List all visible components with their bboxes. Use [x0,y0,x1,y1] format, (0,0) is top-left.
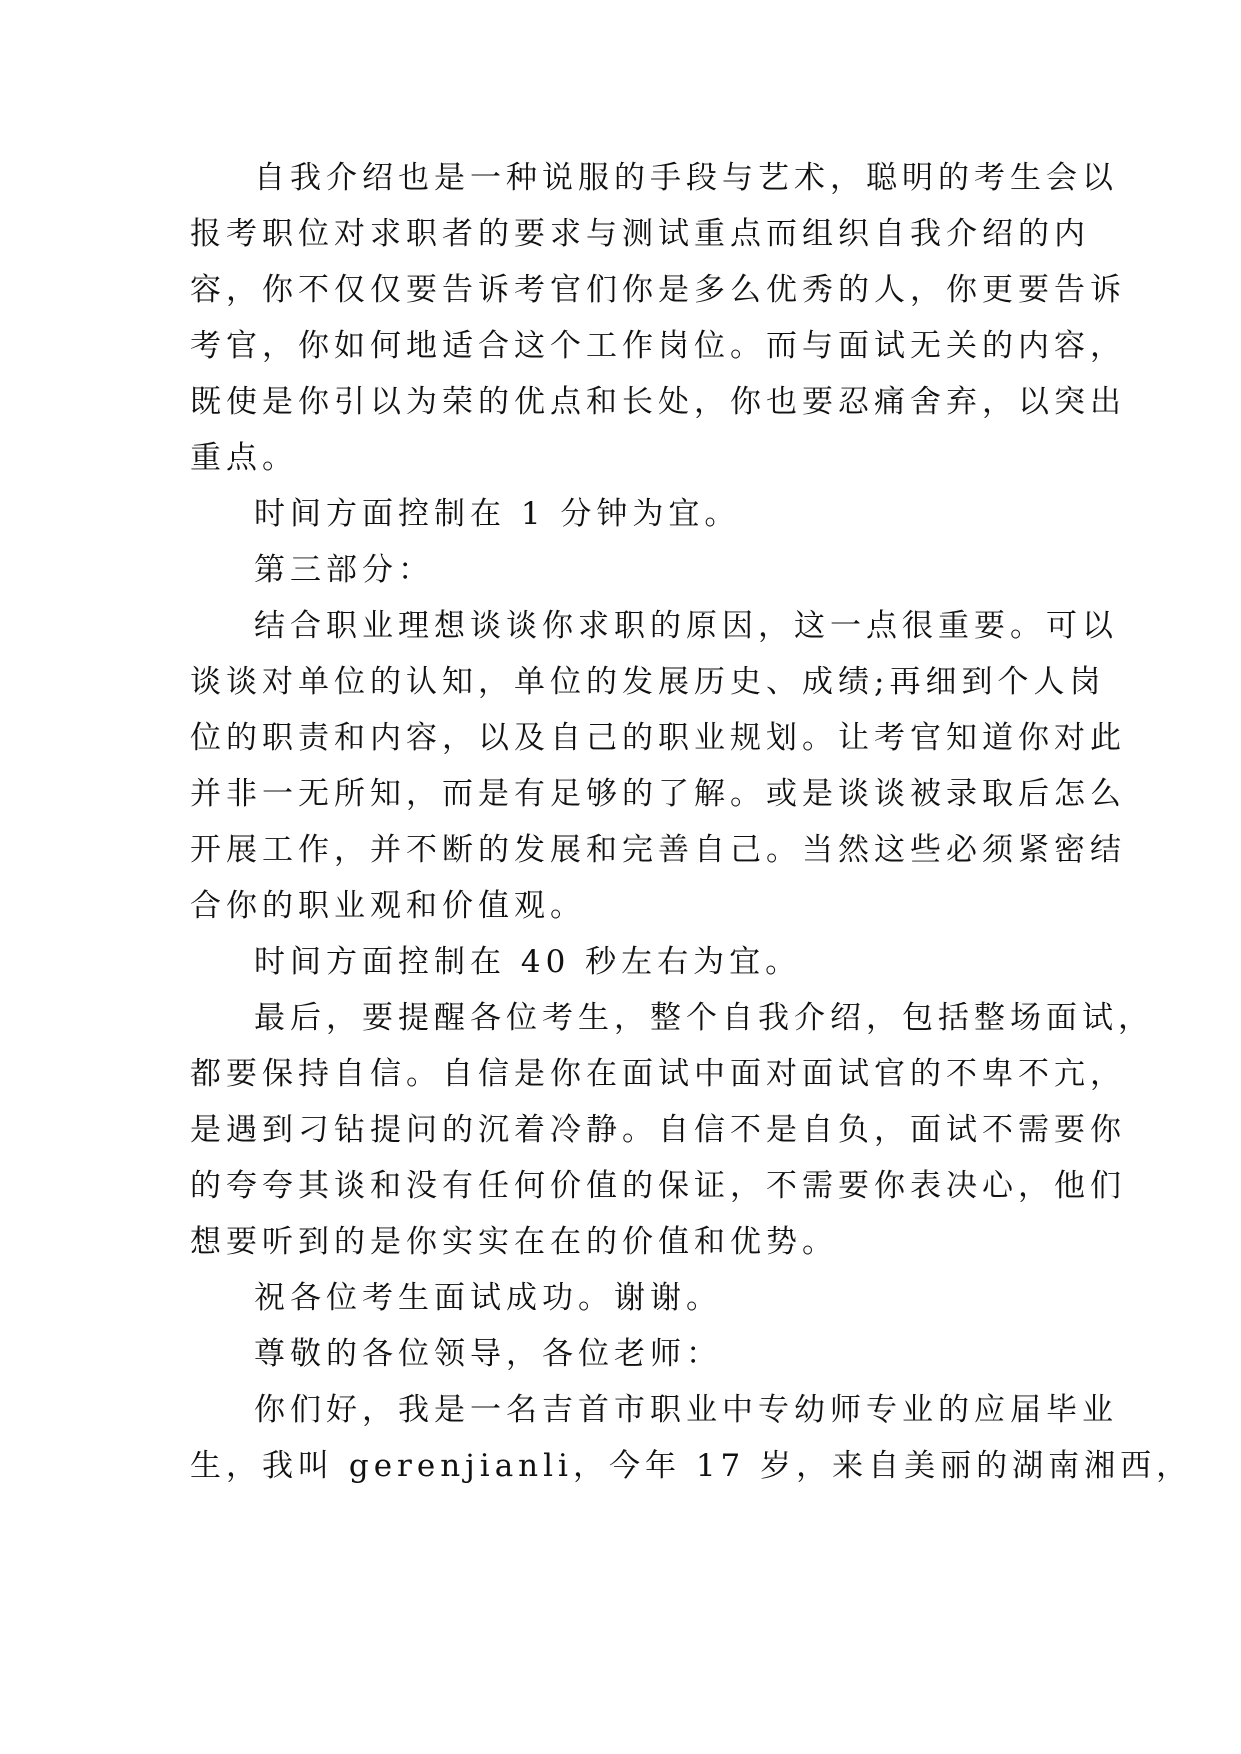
text-line: 结合职业理想谈谈你求职的原因，这一点很重要。可以 [254,608,1118,644]
text-line: 时间方面控制在 1 分钟为宜。 [254,496,741,532]
text-line: 自我介绍也是一种说服的手段与艺术，聪明的考生会以 [254,160,1118,196]
text-line: 位的职责和内容，以及自己的职业规划。让考官知道你对此 [190,720,1126,756]
text-line: 谈谈对单位的认知，单位的发展历史、成绩;再细到个人岗 [190,664,1106,700]
text-line: 时间方面控制在 40 秒左右为宜。 [254,944,802,980]
text-line: 重点。 [190,440,298,476]
text-line: 你们好，我是一名吉首市职业中专幼师专业的应届毕业 [254,1392,1118,1428]
text-line: 报考职位对求职者的要求与测试重点而组织自我介绍的内 [190,216,1090,252]
text-line: 开展工作，并不断的发展和完善自己。当然这些必须紧密结 [190,832,1126,868]
text-line: 生，我叫 gerenjianli，今年 17 岁，来自美丽的湖南湘西， [190,1448,1193,1484]
text-line: 祝各位考生面试成功。谢谢。 [254,1280,722,1316]
text-line: 既使是你引以为荣的优点和长处，你也要忍痛舍弃，以突出 [190,384,1126,420]
text-line: 考官，你如何地适合这个工作岗位。而与面试无关的内容， [190,328,1126,364]
text-line: 都要保持自信。自信是你在面试中面对面试官的不卑不亢， [190,1056,1126,1092]
text-line: 尊敬的各位领导，各位老师： [254,1336,722,1372]
text-line: 想要听到的是你实实在在的价值和优势。 [190,1224,838,1260]
text-line: 的夸夸其谈和没有任何价值的保证，不需要你表决心，他们 [190,1168,1126,1204]
text-line: 最后，要提醒各位考生，整个自我介绍，包括整场面试， [254,1000,1154,1036]
text-line: 是遇到刁钻提问的沉着冷静。自信不是自负，面试不需要你 [190,1112,1126,1148]
text-line: 并非一无所知，而是有足够的了解。或是谈谈被录取后怎么 [190,776,1126,812]
text-line: 第三部分： [254,552,434,588]
text-line: 容，你不仅仅要告诉考官们你是多么优秀的人，你更要告诉 [190,272,1126,308]
text-line: 合你的职业观和价值观。 [190,888,586,924]
